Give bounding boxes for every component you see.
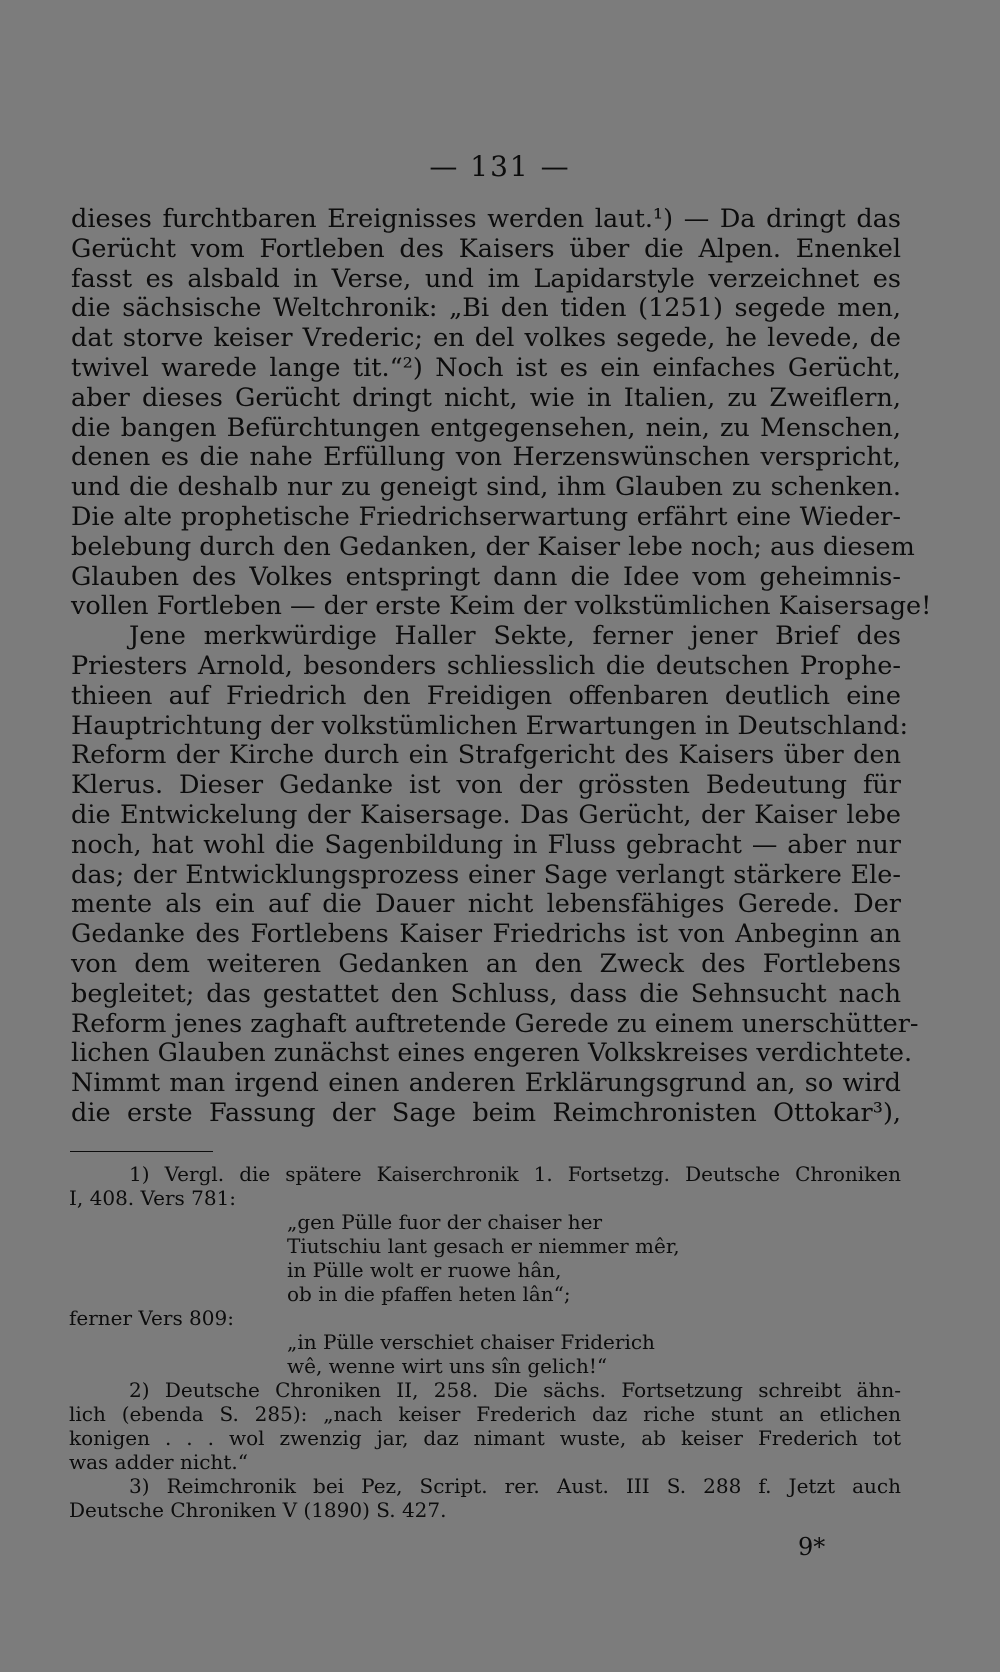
text-line: mente als ein auf die Dauer nicht lebensfähiges Gerede. Der [71,889,901,920]
verse-line: in Pülle wolt er ruowe hân, [287,1258,562,1282]
text-line: und die deshalb nur zu geneigt sind, ihm Glauben zu schenken. [71,472,901,503]
text-line: Glauben des Volkes entspringt dann die Idee vom geheimnis- [71,561,901,592]
footnote-2-line: lich (ebenda S. 285): „nach keiser Frederich daz riche stunt an etlichen [69,1402,901,1426]
text-line: vollen Fortleben — der erste Keim der volkstümlichen Kaisersage! [71,591,932,622]
footnote-1-line: ferner Vers 809: [69,1306,234,1330]
footnote-3-line: Deutsche Chroniken V (1890) S. 427. [69,1498,447,1522]
text-line: aber dieses Gerücht dringt nicht, wie in Italien, zu Zweiflern, [71,382,901,413]
text-line: begleitet; das gestattet den Schluss, dass die Sehnsucht nach [71,978,901,1009]
footnote-rule [70,1151,213,1152]
verse-line: „in Pülle verschiet chaiser Friderich [287,1330,655,1354]
text-line: dat storve keiser Vrederic; en del volkes segede, he levede, de [71,323,901,354]
text-line: von dem weiteren Gedanken an den Zweck des Fortlebens [71,948,901,979]
text-line: die erste Fassung der Sage beim Reimchronisten Ottokar³), [71,1097,901,1128]
text-line: dieses furchtbaren Ereignisses werden laut.¹) — Da dringt das [71,204,901,234]
text-line: die sächsische Weltchronik: „Bi den tiden (1251) segede men, [71,293,901,324]
main-text [71,204,932,1129]
text-line: Klerus. Dieser Gedanke ist von der grössten Bedeutung für [71,770,901,801]
footnote-1: 1) Vergl. die spätere Kaiserchronik 1. Fortsetzg. Deutsche Chroniken [129,1162,901,1186]
footnotes [69,1162,901,1522]
page-number: — 131 — [429,150,571,183]
text-line: Reform der Kirche durch ein Strafgericht des Kaisers über den [71,740,901,771]
footnote-1-line: I, 408. Vers 781: [69,1186,237,1210]
text-line: die bangen Befürchtungen entgegensehen, nein, zu Menschen, [71,412,901,443]
text-line: Priesters Arnold, besonders schliesslich die deutschen Prophe- [71,650,901,681]
text-line: Reform jenes zaghaft auftretende Gerede zu einem unerschütter- [71,1008,919,1039]
text-line: Jene merkwürdige Haller Sekte, ferner jener Brief des [129,621,901,652]
text-line: fasst es alsbald in Verse, und im Lapidarstyle verzeichnet es [71,263,901,294]
text-line: die Entwickelung der Kaisersage. Das Gerücht, der Kaiser lebe [71,799,901,830]
text-line: belebung durch den Gedanken, der Kaiser lebe noch; aus diesem [71,531,915,562]
verse-line: Tiutschiu lant gesach er niemmer mêr, [287,1234,680,1258]
text-line: lichen Glauben zunächst eines engeren Volkskreises verdichtete. [71,1038,913,1069]
sheet-signature: 9* [798,1533,826,1561]
text-line: Hauptrichtung der volkstümlichen Erwartungen in Deutschland: [71,710,909,741]
footnote-2-line: was adder nicht.“ [69,1450,248,1474]
text-line: noch, hat wohl die Sagenbildung in Fluss gebracht — aber nur [71,829,901,860]
text-line: thieen auf Friedrich den Freidigen offenbaren deutlich eine [71,680,901,711]
text-line: twivel warede lange tit.“²) Noch ist es ein einfaches Gerücht, [71,352,901,383]
footnote-2-line: konigen . . . wol zwenzig jar, daz nimant wuste, ab keiser Frederich tot [69,1426,901,1450]
text-line: Nimmt man irgend einen anderen Erklärungsgrund an, so wird [71,1068,901,1099]
text-line: Gerücht vom Fortleben des Kaisers über die Alpen. Enenkel [71,233,901,264]
text-line: das; der Entwicklungsprozess einer Sage verlangt stärkere Ele- [71,859,901,890]
verse-line: „gen Pülle fuor der chaiser her [287,1210,603,1234]
verse-line: ob in die pfaffen heten lân“; [287,1282,571,1306]
verse-line: wê, wenne wirt uns sîn gelich!“ [287,1354,608,1378]
text-line: Gedanke des Fortlebens Kaiser Friedrichs ist von Anbeginn an [71,919,901,950]
text-line: Die alte prophetische Friedrichserwartung erfährt eine Wieder- [71,501,901,532]
text-line: denen es die nahe Erfüllung von Herzenswünschen verspricht, [71,442,901,473]
footnote-3: 3) Reimchronik bei Pez, Script. rer. Aust. III S. 288 f. Jetzt auch [129,1474,901,1498]
footnote-2: 2) Deutsche Chroniken II, 258. Die sächs. Fortsetzung schreibt ähn- [129,1378,901,1402]
